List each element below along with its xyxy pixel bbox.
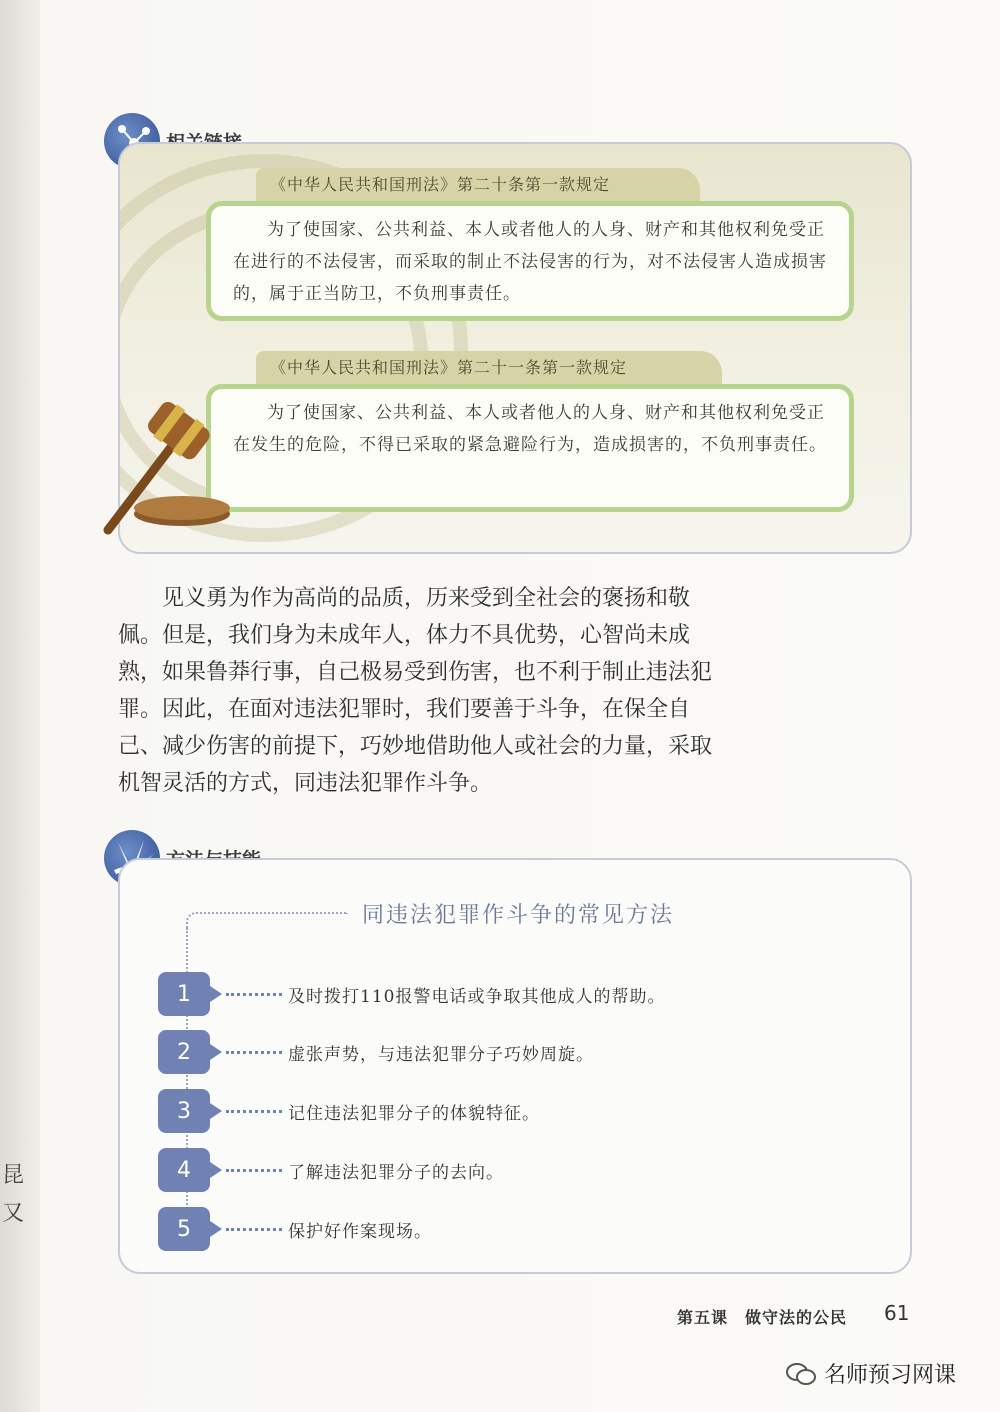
step-text: 保护好作案现场。 [288, 1221, 432, 1242]
method-step-2 [158, 1030, 594, 1074]
step-dots [226, 1228, 282, 1231]
step-number: 1 [158, 972, 210, 1016]
law2-tab: 《中华人民共和国刑法》第二十一条第一款规定 [256, 351, 722, 385]
law2-box [206, 384, 854, 512]
page-number: 61 [884, 1301, 910, 1325]
step-text: 记住违法犯罪分子的体貌特征。 [288, 1103, 540, 1124]
method-step-3 [158, 1089, 540, 1133]
methods-title: 同违法犯罪作斗争的常见方法 [362, 903, 675, 928]
step-number: 4 [158, 1148, 210, 1192]
step-dots [226, 1110, 282, 1113]
chat-bubble-icon [786, 1362, 816, 1386]
step-text: 及时拨打110报警电话或争取其他成人的帮助。 [288, 986, 666, 1007]
method-step-1 [158, 972, 665, 1016]
method-step-4 [158, 1148, 504, 1192]
margin-char-2: 又 [2, 1201, 25, 1226]
step-dots [226, 993, 282, 996]
step-dots [226, 1051, 282, 1054]
step-number: 5 [158, 1207, 210, 1251]
step-number: 2 [158, 1030, 210, 1074]
law1-text: 为了使国家、公共利益、本人或者他人的人身、财产和其他权利免受正在进行的不法侵害，而采取的制止不法侵害的行为，对不法侵害人造成损害的，属于正当防卫，不负刑事责任。 [233, 220, 827, 304]
step-number: 3 [158, 1089, 210, 1133]
connector-top [186, 912, 348, 930]
main-paragraph [118, 580, 718, 802]
lesson-footer: 第五课 做守法的公民 [677, 1308, 848, 1327]
method-step-5 [158, 1207, 432, 1251]
law1-box [206, 201, 854, 321]
gavel-icon [96, 390, 246, 540]
main-paragraph-text: 见义勇为作为高尚的品质，历来受到全社会的褒扬和敬佩。但是，我们身为未成年人，体力不具优势，心智尚未成熟，如果鲁莽行事，自己极易受到伤害，也不利于制止违法犯罪。因此，在面对违法犯罪时，我们要善于斗争，在保全自己、减少伤害的前提下，巧妙地借助他人或社会的力量，采取机智灵活的方式，同违法犯罪作斗争。 [118, 586, 713, 796]
step-text: 虚张声势，与违法犯罪分子巧妙周旋。 [288, 1044, 594, 1065]
step-dots [226, 1169, 282, 1172]
step-text: 了解违法犯罪分子的去向。 [288, 1162, 504, 1183]
law2-text: 为了使国家、公共利益、本人或者他人的人身、财产和其他权利免受正在发生的危险，不得已采取的紧急避险行为，造成损害的，不负刑事责任。 [233, 403, 827, 455]
margin-char-1: 昆 [2, 1163, 25, 1188]
watermark [786, 1358, 956, 1389]
watermark-text: 名师预习网课 [824, 1363, 957, 1388]
law1-tab: 《中华人民共和国刑法》第二十条第一款规定 [256, 168, 700, 202]
